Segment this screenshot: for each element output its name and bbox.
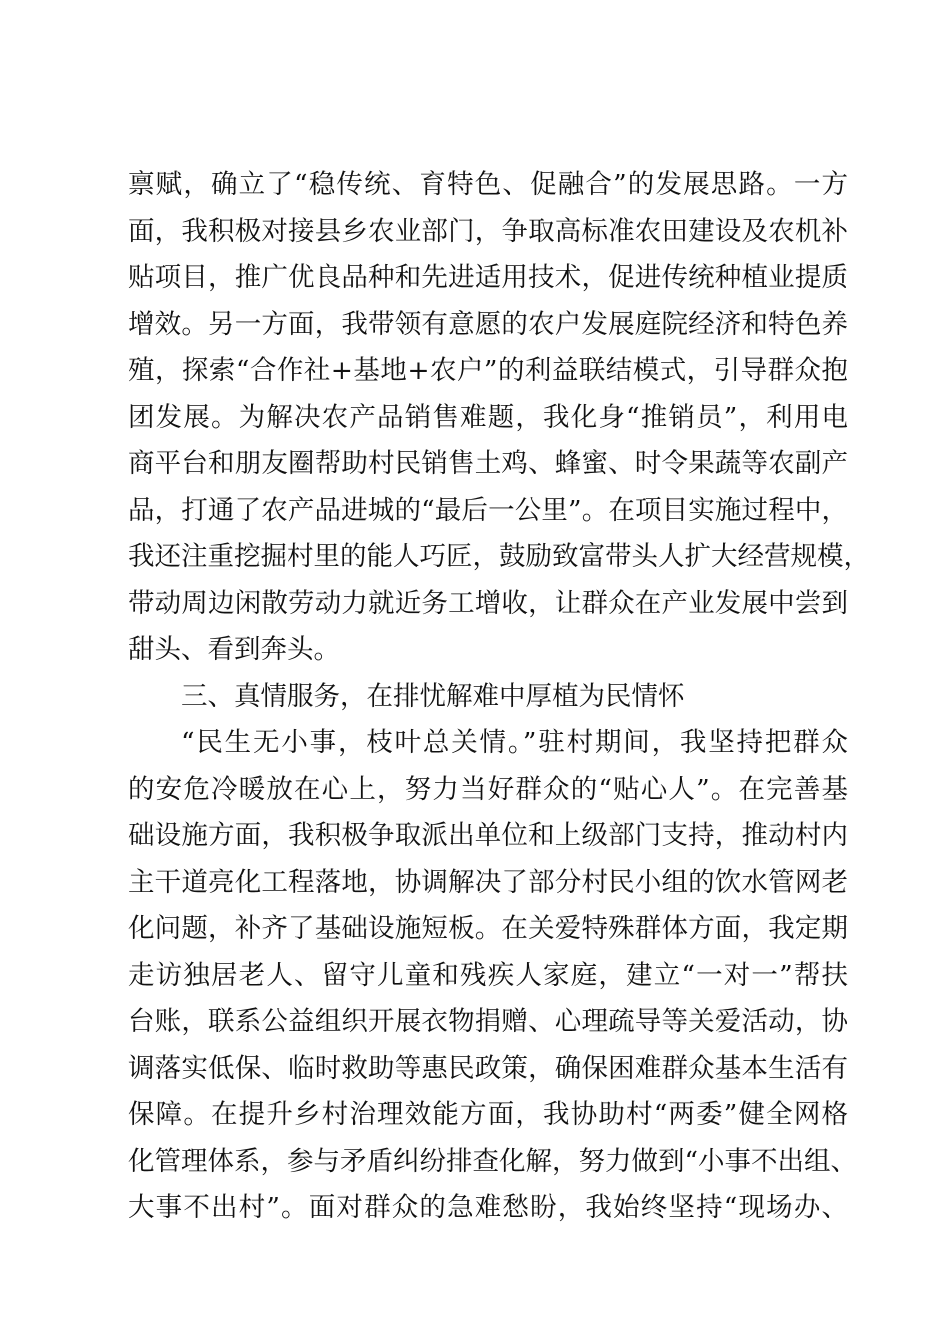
text-line-19: 台账，联系公益组织开展衣物捐赠、心理疏导等关爱活动，协: [128, 1006, 848, 1037]
text-line-4: 增效。另一方面，我带领有意愿的农户发展庭院经济和特色养: [128, 308, 848, 340]
text-line-11: 甜头、看到奔头。: [128, 634, 340, 665]
text-line-20: 调落实低保、临时救助等惠民政策，确保困难群众基本生活有: [128, 1052, 848, 1084]
text-line-21: 保障。在提升乡村治理效能方面，我协助村“两委”健全网格: [128, 1099, 848, 1130]
text-line-22: 化管理体系，参与矛盾纠纷排查化解，努力做到“小事不出组、: [128, 1145, 858, 1177]
text-line-9: 我还注重挖掘村里的能人巧匠，鼓励致富带头人扩大经营规模，: [128, 541, 870, 572]
text-line-2: 面，我积极对接县乡农业部门，争取高标准农田建设及农机补: [128, 215, 848, 247]
text-line-14: 的安危冷暖放在心上，努力当好群众的“贴心人”。在完善基: [128, 773, 848, 805]
text-line-15: 础设施方面，我积极争取派出单位和上级部门支持，推动村内: [128, 820, 848, 851]
text-line-23: 大事不出村”。面对群众的急难愁盼，我始终坚持“现场办、: [128, 1192, 848, 1223]
text-line-16: 主干道亮化工程落地，协调解决了部分村民小组的饮水管网老: [128, 866, 848, 898]
body-text: [128, 162, 870, 1232]
text-line-7: 商平台和朋友圈帮助村民销售土鸡、蜂蜜、时令果蔬等农副产: [128, 448, 848, 479]
text-line-8: 品，打通了农产品进城的“最后一公里”。在项目实施过程中，: [128, 494, 848, 526]
text-line-3: 贴项目，推广优良品种和先进适用技术，促进传统种植业提质: [128, 262, 848, 293]
text-line-18: 走访独居老人、留守儿童和残疾人家庭，建立“一对一”帮扶: [128, 959, 848, 991]
text-line-17: 化问题，补齐了基础设施短板。在关爱特殊群体方面，我定期: [128, 913, 848, 944]
section-heading: 三、真情服务，在排忧解难中厚植为民情怀: [181, 680, 685, 712]
text-line-1: 禀赋，确立了“稳传统、育特色、促融合”的发展思路。一方: [128, 169, 848, 200]
text-line-5: 殖，探索“合作社+基地+农户”的利益联结模式，引导群众抱: [128, 355, 848, 386]
text-line-6: 团发展。为解决农产品销售难题，我化身“推销员”，利用电: [128, 401, 848, 433]
text-line-10: 带动周边闲散劳动力就近务工增收，让群众在产业发展中尝到: [128, 587, 848, 619]
text-line-13: “民生无小事，枝叶总关情。”驻村期间，我坚持把群众: [181, 727, 848, 758]
